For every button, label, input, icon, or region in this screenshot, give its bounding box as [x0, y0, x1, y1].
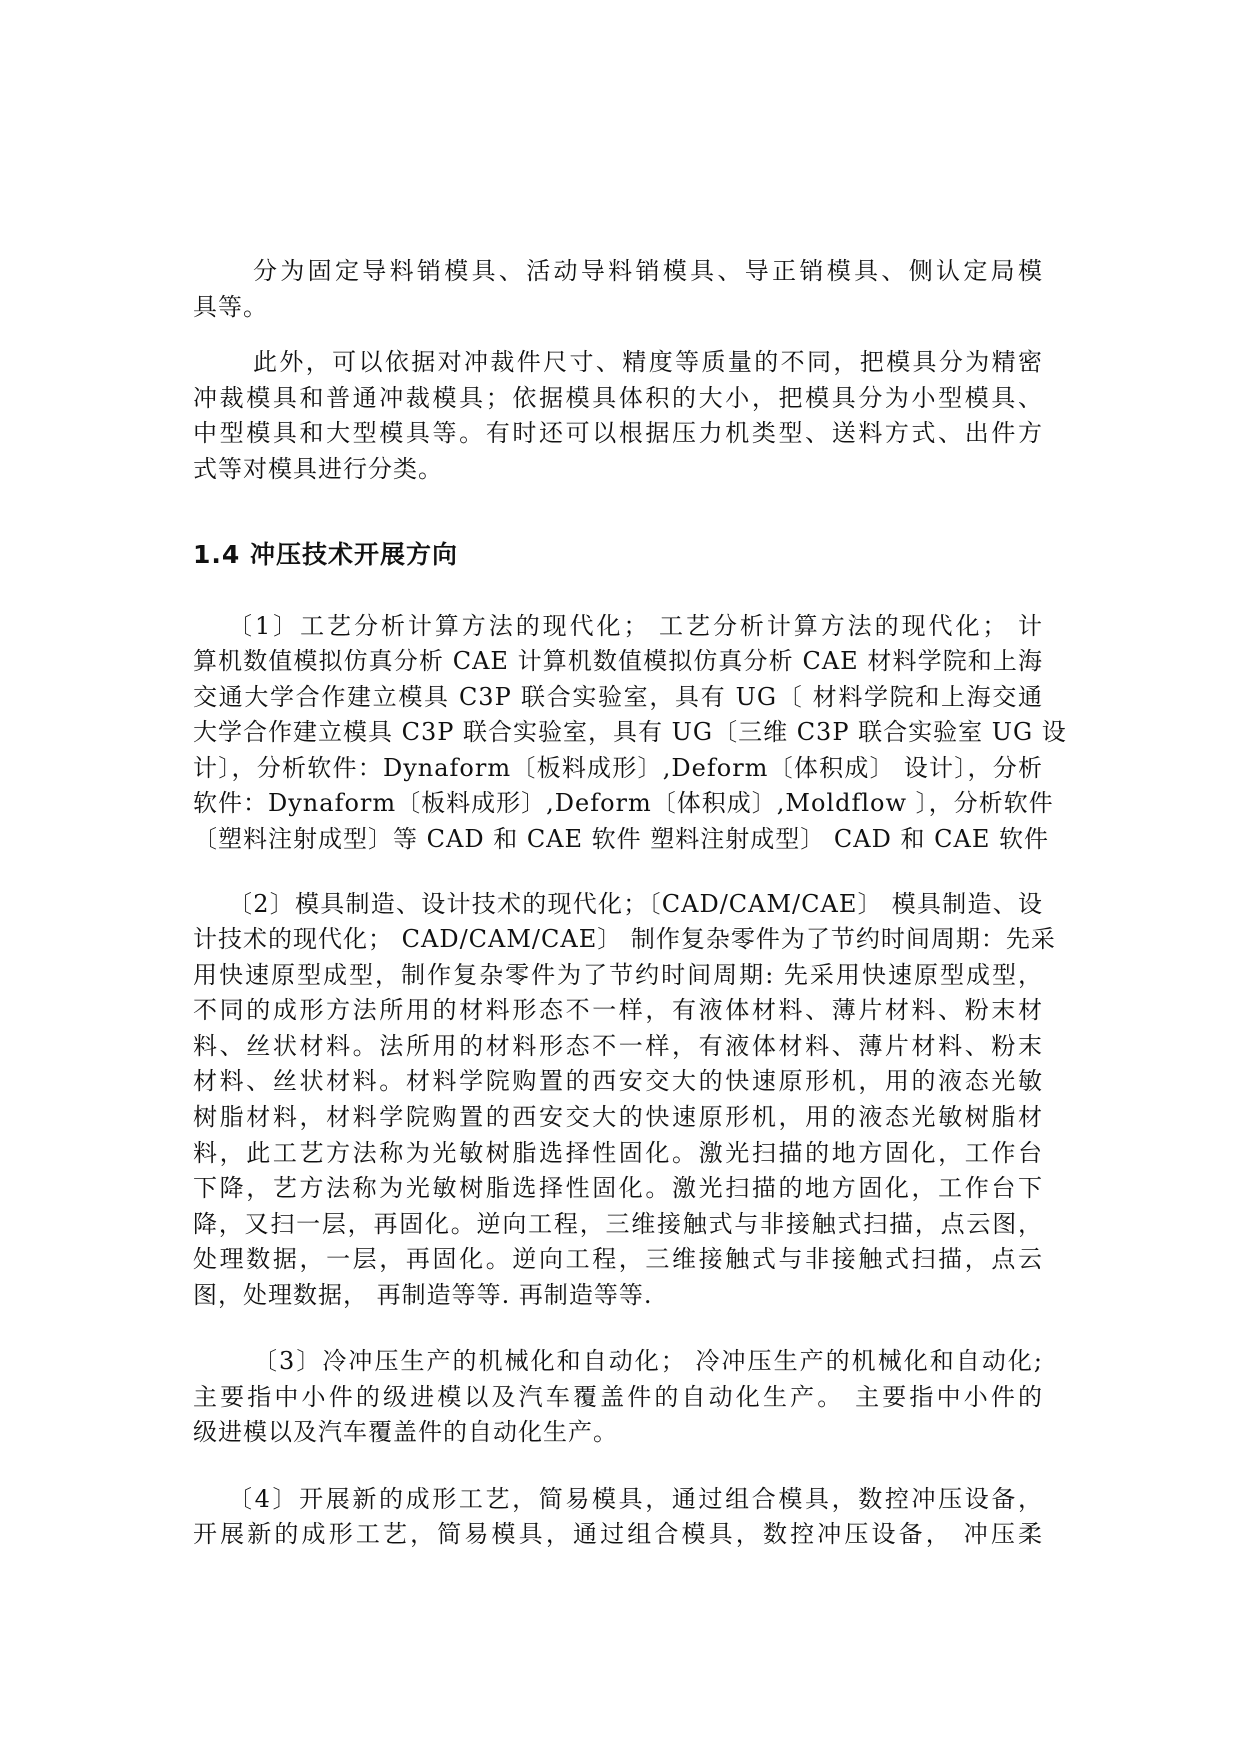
paragraph-line: 料、丝状材料。法所用的材料形态不一样，有液体材料、薄片材料、粉末 [193, 1032, 1043, 1060]
paragraph-line: 中型模具和大型模具等。有时还可以根据压力机类型、送料方式、出件方 [193, 419, 1043, 447]
paragraph-line: 降，又扫一层，再固化。逆向工程，三维接触式与非接触式扫描，点云图， [193, 1210, 1043, 1238]
paragraph-line: 不同的成形方法所用的材料形态不一样，有液体材料、薄片材料、粉末材 [193, 996, 1043, 1024]
paragraph-line: 主要指中小件的级进模以及汽车覆盖件的自动化生产。 主要指中小件的 [193, 1383, 1043, 1411]
paragraph-line: 算机数值模拟仿真分析 CAE 计算机数值模拟仿真分析 CAE 材料学院和上海 [193, 647, 1043, 675]
paragraph-line: 计〕，分析软件：Dynaform〔板料成形〕,Deform〔体积成〕 设计〕，分析 [193, 754, 1043, 782]
paragraph-line: 级进模以及汽车覆盖件的自动化生产。 [193, 1418, 618, 1446]
paragraph-line: 图，处理数据， 再制造等等. 再制造等等. [193, 1281, 653, 1309]
paragraph-line: 开展新的成形工艺，简易模具，通过组合模具，数控冲压设备， 冲压柔 [193, 1520, 1043, 1548]
paragraph-line: 〔3〕冷冲压生产的机械化和自动化； 冷冲压生产的机械化和自动化; [253, 1347, 1043, 1375]
paragraph-line: 交通大学合作建立模具 C3P 联合实验室，具有 UG〔 材料学院和上海交通 [193, 683, 1043, 711]
paragraph-line: 软件：Dynaform〔板料成形〕,Deform〔体积成〕,Moldflow 〕，分析软件 [193, 789, 1054, 817]
paragraph-line: 树脂材料，材料学院购置的西安交大的快速原形机，用的液态光敏树脂材 [193, 1103, 1043, 1131]
paragraph-line: 用快速原型成型，制作复杂零件为了节约时间周期: 先采用快速原型成型， [193, 961, 1043, 989]
paragraph-line: 冲裁模具和普通冲裁模具；依据模具体积的大小，把模具分为小型模具、 [193, 384, 1043, 412]
paragraph-line: 材料、丝状材料。材料学院购置的西安交大的快速原形机，用的液态光敏 [193, 1067, 1043, 1095]
paragraph-line: 〔1〕工艺分析计算方法的现代化； 工艺分析计算方法的现代化； 计 [228, 612, 1043, 640]
paragraph-line: 〔2〕模具制造、设计技术的现代化；〔CAD/CAM/CAE〕 模具制造、设 [228, 890, 1043, 918]
paragraph-line: 大学合作建立模具 C3P 联合实验室，具有 UG〔三维 C3P 联合实验室 UG 设 [193, 718, 1067, 746]
paragraph-line: 料，此工艺方法称为光敏树脂选择性固化。激光扫描的地方固化，工作台 [193, 1139, 1043, 1167]
paragraph-line: 〔塑料注射成型〕等 CAD 和 CAE 软件 塑料注射成型〕 CAD 和 CAE 软件 [193, 825, 1049, 853]
paragraph-line: 此外，可以依据对冲裁件尺寸、精度等质量的不同，把模具分为精密 [253, 348, 1043, 376]
paragraph-line: 分为固定导料销模具、活动导料销模具、导正销模具、侧认定局模 [253, 257, 1043, 285]
paragraph-line: 具等。 [193, 293, 268, 321]
paragraph-line: 〔4〕开展新的成形工艺，简易模具，通过组合模具，数控冲压设备， [228, 1485, 1043, 1513]
paragraph-line: 计技术的现代化； CAD/CAM/CAE〕 制作复杂零件为了节约时间周期：先采 [193, 925, 1056, 953]
paragraph-line: 下降，艺方法称为光敏树脂选择性固化。激光扫描的地方固化，工作台下 [193, 1174, 1043, 1202]
paragraph-line: 式等对模具进行分类。 [193, 455, 443, 483]
section-heading: 1.4 冲压技术开展方向 [193, 540, 458, 569]
paragraph-line: 处理数据，一层，再固化。逆向工程，三维接触式与非接触式扫描，点云 [193, 1245, 1043, 1273]
